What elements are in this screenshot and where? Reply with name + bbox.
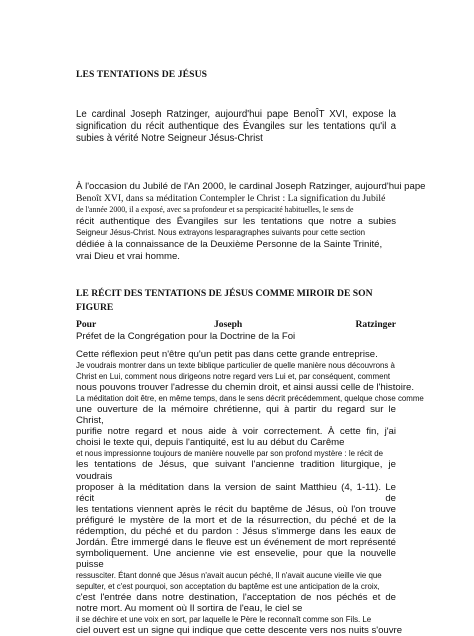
text-line: vrai Dieu et vrai homme. — [76, 250, 180, 262]
text-line: sepulter, et c'est pourquoi, son acceptation du baptême est une anticipation de la croix, — [76, 581, 380, 591]
text-line: Christ en Lui, comment nous dirigeons notre regard vers Lui et, par conséquent, comment — [76, 372, 391, 382]
text-line: La méditation doit être, en même temps, dans le sens décrit précédemment, quelque chose comme — [76, 394, 424, 404]
text-line: de l'année 2000, il a exposé, avec sa profondeur et sa perspicacité habituelles, le sens de — [76, 205, 354, 215]
context-paragraph — [76, 181, 426, 262]
text-line: les tentations de Jésus, que suivant l'ancienne tradition liturgique, je voudrais — [76, 459, 396, 482]
text-line: et nous impressionne toujours de manière nouvelle par son profond mystère : le récit de — [76, 449, 384, 459]
text-line: rédemption, du péché et du pardon : Jésus s'immerge dans les eaux de — [76, 525, 396, 537]
text-line: les tentations viennent après le récit du baptême de Jésus, où l'on trouve — [76, 503, 396, 515]
intro-paragraph: Le cardinal Joseph Ratzinger, aujourd'hui pape BenoÎT XVI, expose la signification du récit authentique des Évangiles sur les tentations qu'il a subies à vérité Notre Seigneur Jésus-Christ — [76, 109, 396, 144]
text-line: proposer à la méditation dans la version de saint Matthieu (4, 1-11). Le récit de — [76, 481, 396, 504]
text-line: Cette réflexion peut n'être qu'un petit pas dans cette grande entreprise. — [76, 349, 378, 360]
text-line: Benoît XVI, dans sa méditation Contempler le Christ : La signification du Jubilé — [76, 192, 386, 204]
text-line: Jordán. Être immergé dans le fleuve est un événement de mort représenté — [76, 536, 396, 548]
text-line: ciel ouvert est un signe qui indique que cette descente vers nos nuits s'ouvre — [76, 625, 403, 636]
text-line: notre mort. Au moment où Il sortira de l'eau, le ciel se — [76, 603, 303, 615]
byline-author-first: Joseph — [214, 319, 243, 330]
text-line: À l'occasion du Jubilé de l'An 2000, le cardinal Joseph Ratzinger, aujourd'hui pape — [76, 181, 426, 192]
byline-word: Pour — [76, 319, 97, 330]
text-line: c'est l'entrée dans notre destination, l'acceptation de nos péchés et de — [76, 592, 396, 604]
text-line: préfiguré le mystère de la mort et de la résurrection, du péché et de la — [76, 514, 396, 526]
section-title: LE RÉCIT DES TENTATIONS DE JÉSUS COMME MIROIR DE SON FIGURE — [76, 288, 373, 313]
text-line: Seigneur Jésus-Christ. Nous extrayons lesparagraphes suivants pour cette section — [76, 228, 366, 238]
text-line: dédiée à la connaissance de la Deuxième Personne de la Sainte Trinité, — [76, 238, 383, 250]
document-title: LES TENTATIONS DE JÉSUS — [76, 69, 208, 80]
text-line: il se déchire et une voix en sort, par laquelle le Père le reconnaît comme son Fils. Le — [76, 615, 372, 625]
text-line: Je voudrais montrer dans un texte biblique particulier de quelle manière nous découvrons à — [76, 361, 395, 371]
body-text — [76, 349, 424, 636]
text-line: nous pouvons trouver l'adresse du chemin droit, et ainsi aussi celle de l'histoire. — [76, 382, 415, 394]
text-line: ressusciter. Étant donné que Jésus n'avait aucun péché, Il n'avait aucune vieille vie que — [76, 570, 382, 580]
text-line: récit authentique des Évangiles sur les tentations que notre a subies — [76, 215, 396, 227]
byline-author-last: Ratzinger — [355, 319, 396, 330]
text-line: choisi le texte qui, depuis l'antiquité, est lu au début du Carême — [76, 437, 345, 449]
text-line: purifie notre regard et nous aide à voir correctement. À cette fin, j'ai — [76, 426, 396, 438]
text-line: symboliquement. Une ancienne vie est ensevelie, pour que la nouvelle puisse — [76, 547, 396, 570]
text-line: une ouverture de la mémoire chrétienne, qui à partir du regard sur le Christ, — [76, 404, 396, 427]
author-role: Préfet de la Congrégation pour la Doctrine de la Foi — [76, 331, 296, 342]
